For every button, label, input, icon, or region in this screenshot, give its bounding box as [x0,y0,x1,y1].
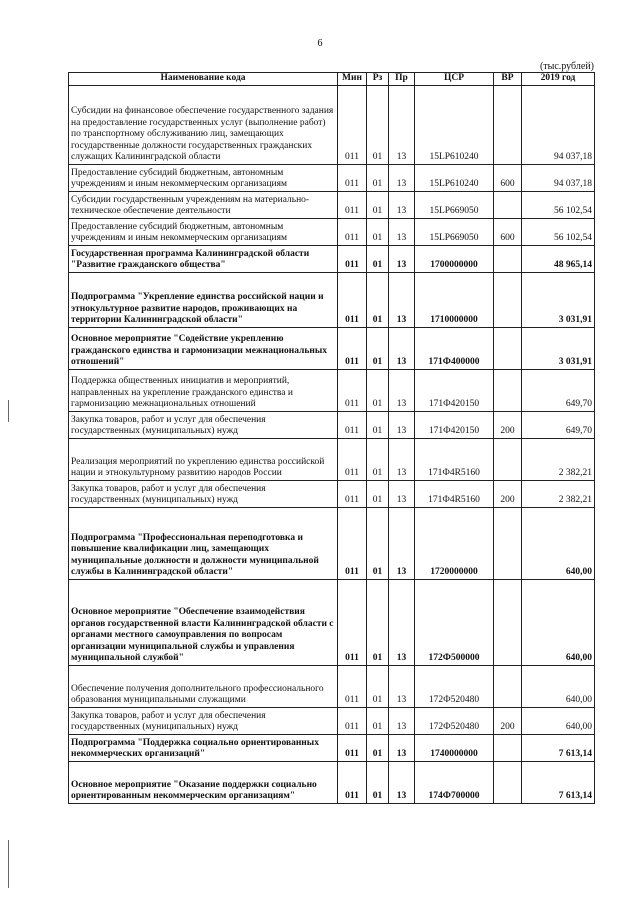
row-pr: 13 [389,370,415,412]
row-vr: 600 [494,165,522,192]
row-name: Предоставление субсидий бюджетным, автономным учреждениям и иным некоммерческим организациям [69,219,338,246]
row-pr: 13 [389,481,415,508]
row-rz: 01 [367,86,389,165]
row-csr: 172Ф520480 [415,666,494,708]
table-row [69,370,595,412]
margin-mark [8,400,9,422]
row-min: 011 [338,735,367,762]
row-vr [494,580,522,666]
row-csr: 171Ф4R5160 [415,481,494,508]
col-header-rz: Рз [367,73,389,86]
row-vr [494,508,522,580]
table-row [69,219,595,246]
row-csr: 15LP669050 [415,219,494,246]
row-min: 011 [338,328,367,370]
col-header-pr: Пр [389,73,415,86]
row-rz: 01 [367,762,389,804]
table-row [69,508,595,580]
row-rz: 01 [367,192,389,219]
table-row [69,328,595,370]
row-vr [494,192,522,219]
row-min: 011 [338,412,367,439]
row-amount: 7 613,14 [522,762,595,804]
row-pr: 13 [389,666,415,708]
margin-mark [8,840,9,888]
row-name: Основное мероприятие "Содействие укреплению гражданского единства и гармонизации межнациональных отношений" [69,328,338,370]
row-min: 011 [338,219,367,246]
col-header-csr: ЦСР [415,73,494,86]
row-amount: 2 382,21 [522,481,595,508]
row-name: Основное мероприятие "Оказание поддержки социально ориентированным некоммерческим организациям" [69,762,338,804]
table-body [69,86,595,804]
row-pr: 13 [389,708,415,735]
row-pr: 13 [389,762,415,804]
row-vr [494,273,522,328]
row-rz: 01 [367,666,389,708]
col-header-min: Мин [338,73,367,86]
row-pr: 13 [389,246,415,273]
row-amount: 3 031,91 [522,328,595,370]
row-name: Субсидии государственным учреждениям на материально-техническое обеспечение деятельности [69,192,338,219]
row-pr: 13 [389,328,415,370]
row-pr: 13 [389,580,415,666]
row-csr: 172Ф520480 [415,708,494,735]
row-min: 011 [338,165,367,192]
row-name: Закупка товаров, работ и услуг для обеспечения государственных (муниципальных) нужд [69,412,338,439]
table-row [69,246,595,273]
row-vr [494,735,522,762]
row-amount: 649,70 [522,412,595,439]
row-rz: 01 [367,273,389,328]
row-csr: 174Ф700000 [415,762,494,804]
row-pr: 13 [389,165,415,192]
row-rz: 01 [367,735,389,762]
col-header-vr: ВР [494,73,522,86]
table-row [69,412,595,439]
row-amount: 56 102,54 [522,219,595,246]
row-min: 011 [338,246,367,273]
row-name: Подпрограмма "Укрепление единства российской нации и этнокультурное развитие народов, проживающих на территории Калининградской области" [69,273,338,328]
row-vr [494,762,522,804]
row-vr: 200 [494,481,522,508]
row-rz: 01 [367,165,389,192]
row-vr [494,370,522,412]
row-name: Подпрограмма "Поддержка социально ориентированных некоммерческих организаций" [69,735,338,762]
row-csr: 171Ф420150 [415,412,494,439]
row-name: Основное мероприятие "Обеспечение взаимодействия органов государственной власти Калининградской области с органами местного самоуправления по вопросам организации муниципальной службы и управления муниципальной службой" [69,580,338,666]
row-rz: 01 [367,439,389,481]
row-vr [494,246,522,273]
table-row [69,580,595,666]
row-name: Закупка товаров, работ и услуг для обеспечения государственных (муниципальных) нужд [69,481,338,508]
row-rz: 01 [367,219,389,246]
row-pr: 13 [389,412,415,439]
row-rz: 01 [367,580,389,666]
row-csr: 15LP669050 [415,192,494,219]
row-csr: 1720000000 [415,508,494,580]
row-csr: 171Ф420150 [415,370,494,412]
row-amount: 649,70 [522,370,595,412]
row-csr: 1700000000 [415,246,494,273]
table-row [69,439,595,481]
row-pr: 13 [389,219,415,246]
row-name: Государственная программа Калининградской области "Развитие гражданского общества" [69,246,338,273]
row-pr: 13 [389,735,415,762]
units-label: (тыс.рублей) [539,61,594,72]
row-name: Поддержка общественных инициатив и мероприятий, направленных на укрепление гражданского единства и гармонизацию межнациональных отношений [69,370,338,412]
row-name: Подпрограмма "Профессиональная переподготовка и повышение квалификации лиц, замещающих муниципальные должности и должности муниципальной службы в Калининградской области" [69,508,338,580]
row-amount: 56 102,54 [522,192,595,219]
row-amount: 3 031,91 [522,273,595,328]
row-vr [494,86,522,165]
row-vr [494,666,522,708]
row-min: 011 [338,666,367,708]
row-vr [494,328,522,370]
budget-table [68,72,595,804]
row-name: Реализация мероприятий по укреплению единства российской нации и этнокультурному развитию народов России [69,439,338,481]
table-row [69,86,595,165]
table-row [69,192,595,219]
row-amount: 48 965,14 [522,246,595,273]
row-pr: 13 [389,273,415,328]
row-amount: 2 382,21 [522,439,595,481]
col-header-name: Наименование кода [69,73,338,86]
row-vr: 200 [494,708,522,735]
row-min: 011 [338,273,367,328]
row-min: 011 [338,86,367,165]
row-amount: 7 613,14 [522,735,595,762]
row-rz: 01 [367,370,389,412]
row-vr [494,439,522,481]
table-row [69,165,595,192]
row-csr: 1710000000 [415,273,494,328]
table-row [69,481,595,508]
row-csr: 15LP610240 [415,165,494,192]
row-rz: 01 [367,246,389,273]
row-min: 011 [338,370,367,412]
table-row [69,762,595,804]
row-amount: 640,00 [522,708,595,735]
table-row [69,708,595,735]
row-amount: 640,00 [522,508,595,580]
page-number: 6 [317,38,323,49]
row-rz: 01 [367,481,389,508]
row-amount: 640,00 [522,580,595,666]
row-amount: 640,00 [522,666,595,708]
row-min: 011 [338,580,367,666]
row-rz: 01 [367,328,389,370]
row-csr: 1740000000 [415,735,494,762]
row-csr: 15LP610240 [415,86,494,165]
row-csr: 171Ф400000 [415,328,494,370]
table-row [69,666,595,708]
row-pr: 13 [389,439,415,481]
row-rz: 01 [367,708,389,735]
row-min: 011 [338,439,367,481]
table-row [69,735,595,762]
row-vr: 200 [494,412,522,439]
row-rz: 01 [367,508,389,580]
row-csr: 172Ф500000 [415,580,494,666]
row-min: 011 [338,762,367,804]
row-min: 011 [338,481,367,508]
row-min: 011 [338,192,367,219]
row-name: Обеспечение получения дополнительного профессионального образования муниципальными служащими [69,666,338,708]
row-csr: 171Ф4R5160 [415,439,494,481]
row-rz: 01 [367,412,389,439]
row-vr: 600 [494,219,522,246]
row-min: 011 [338,508,367,580]
row-min: 011 [338,708,367,735]
col-header-2019: 2019 год [522,73,595,86]
row-pr: 13 [389,86,415,165]
row-pr: 13 [389,192,415,219]
row-name: Закупка товаров, работ и услуг для обеспечения государственных (муниципальных) нужд [69,708,338,735]
row-name: Субсидии на финансовое обеспечение государственного задания на предоставление государственных услуг (выполнение работ) по транспортному обслуживанию лиц, замещающих государственные должности государственных гражданских служащих Калининградской области [69,86,338,165]
row-pr: 13 [389,508,415,580]
row-amount: 94 037,18 [522,86,595,165]
table-header-row [69,73,595,86]
row-amount: 94 037,18 [522,165,595,192]
table-row [69,273,595,328]
row-name: Предоставление субсидий бюджетным, автономным учреждениям и иным некоммерческим организациям [69,165,338,192]
